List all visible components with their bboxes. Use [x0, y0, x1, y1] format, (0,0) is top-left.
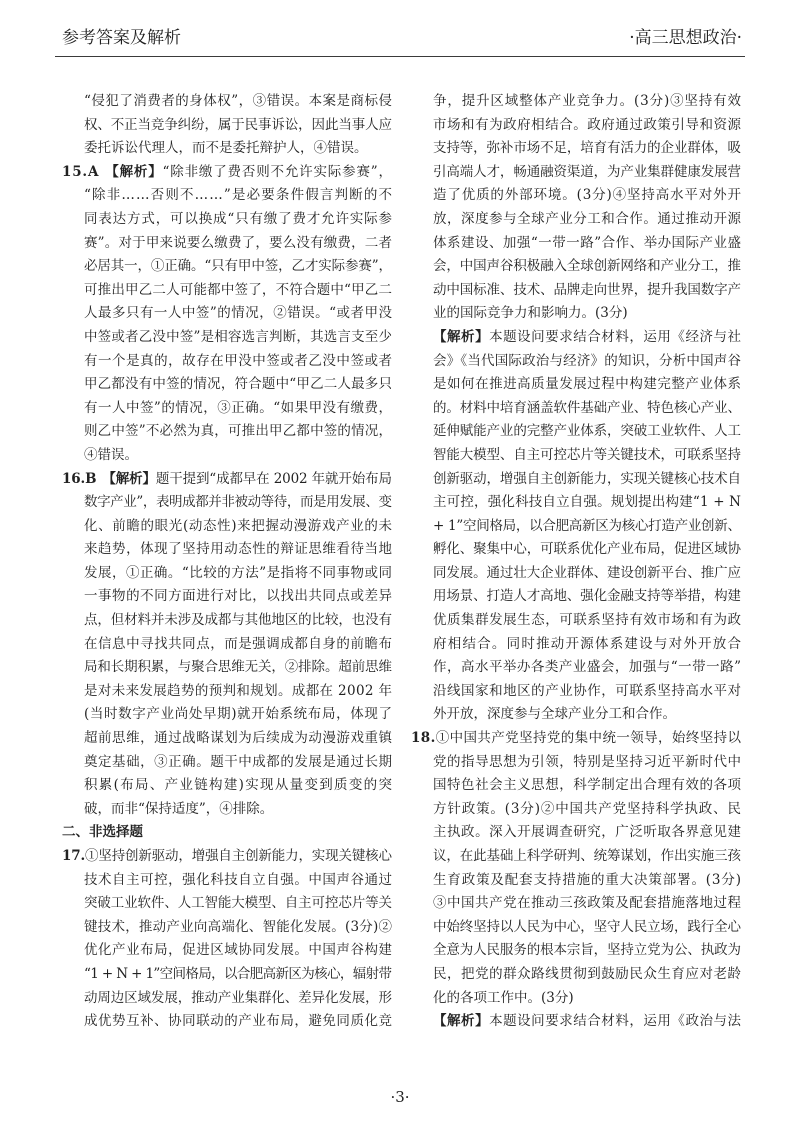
text-line: [411, 963, 741, 987]
text-line: [62, 869, 392, 893]
text-line: [411, 798, 741, 822]
line-content: [84, 727, 393, 751]
text-line: [62, 562, 392, 586]
line-content: [433, 845, 741, 869]
line-text: “除非……否则不……”是必要条件假言判断的不: [84, 187, 394, 204]
text-line: [411, 562, 741, 586]
line-content: [433, 798, 742, 822]
text-line: [62, 279, 392, 303]
line-text: 来趋势，体现了坚持用动态性的辩证思维看待当地: [84, 541, 393, 558]
line-text: 中始终坚持以人民为中心，坚守人民立场，践行全心: [433, 918, 741, 935]
line-text: 智能大模型、自主可控芯片等关键技术，可联系坚持: [433, 446, 741, 463]
line-text: 生育政策及配套支持措施的重大决策部署。(3分): [433, 871, 742, 888]
text-line: [62, 397, 392, 421]
line-text: 优质集群发展生态，可联系坚持有效市场和有为政: [433, 612, 742, 629]
line-content: [433, 350, 741, 374]
text-line: [62, 609, 392, 633]
line-text: “除非缴了费否则不允许实际参赛”，: [162, 163, 393, 180]
line-text: 国特色社会主义思想，科学制定出合理有效的各项: [433, 777, 742, 794]
line-text: 则乙中签”不必然为真，可推出甲乙都中签的情况，: [84, 423, 393, 440]
text-line: [62, 137, 392, 161]
line-content: [433, 397, 741, 421]
line-text: 作，高水平举办各类产业盛会，加强与“一带一路”: [433, 659, 742, 676]
line-content: [84, 491, 392, 515]
line-content: [84, 350, 393, 374]
line-content: [433, 420, 741, 444]
line-text: 可推出甲乙二人可能都中签了，不符合题中“甲乙二: [84, 281, 393, 298]
line-content: [84, 703, 393, 727]
text-line: [411, 302, 741, 326]
text-line: [62, 90, 392, 114]
answer-item-18: [411, 727, 741, 1010]
text-line: [62, 703, 392, 727]
line-content: [84, 585, 393, 609]
line-text: 主执政。深入开展调查研究，广泛听取各界意见建: [433, 824, 742, 841]
line-text: 委托诉讼代理人，而不是委托辩护人，④错误。: [84, 140, 368, 157]
line-content: [84, 279, 392, 303]
line-content: [84, 232, 392, 256]
text-line: [411, 420, 741, 444]
line-content: [84, 939, 393, 963]
text-line: [62, 444, 392, 468]
line-content: [433, 892, 742, 916]
text-line: [411, 892, 741, 916]
text-line: [62, 821, 392, 845]
page-number: ·3·: [390, 1088, 410, 1106]
line-text: 在信息中寻找共同点，而是强调成都自身的前瞻布: [84, 635, 393, 652]
text-line: [411, 633, 741, 657]
line-text: 技术自主可控，强化科技自立自强。中国声谷通过: [84, 871, 393, 888]
text-line: [411, 184, 741, 208]
line-text: ①坚持创新驱动，增强自主创新能力，实现关键核心: [85, 848, 392, 864]
line-content: [433, 444, 741, 468]
line-text: 题干提到“成都早在 2002 年就开始布局: [155, 470, 392, 487]
line-content: [433, 774, 742, 798]
line-content: [84, 90, 392, 114]
text-line: [62, 420, 392, 444]
text-line: [62, 680, 392, 704]
text-line: [62, 232, 392, 256]
line-text: 键技术，推动产业向高端化、智能化发展。(3分)②: [84, 918, 393, 935]
line-text: ①中国共产党坚持党的集中统一领导，始终坚持以: [435, 730, 742, 747]
line-text: 优化产业布局，促进区域协同发展。中国声谷构建: [84, 942, 393, 959]
line-content: [84, 137, 368, 161]
line-text: 创新驱动，增强自主创新能力，实现关键核心技术自: [433, 470, 741, 487]
text-line: [62, 987, 392, 1011]
text-line: [62, 633, 392, 657]
text-line: [411, 703, 741, 727]
analysis-paragraph: [411, 1010, 741, 1034]
text-line: [411, 821, 741, 845]
text-line: [411, 232, 741, 256]
text-line: [411, 609, 741, 633]
line-content: [84, 114, 392, 138]
answer-item-15: [62, 161, 392, 468]
line-content: [411, 727, 741, 751]
text-line: [62, 1010, 392, 1034]
line-content: [84, 373, 392, 397]
line-text: 同发展。通过壮大企业群体、建设创新平台、推广应: [433, 564, 741, 581]
line-content: [84, 774, 393, 798]
header-subject-title: ·高三思想政治·: [629, 28, 742, 48]
item-number: 18.: [411, 730, 436, 747]
text-line: [62, 774, 392, 798]
line-content: [84, 184, 393, 208]
line-text: 化、前瞻的眼光(动态性)来把握动漫游戏产业的未: [84, 517, 393, 534]
line-text: 动周边区域发展，推动产业集群化、差异化发展，形: [84, 989, 392, 1006]
line-text: 全意为人民服务的根本宗旨，坚持立党为公、执政为: [433, 942, 741, 959]
line-text: ③中国共产党在推动三孩政策及配套措施落地过程: [433, 895, 742, 912]
line-text: + 1”空间格局，以合肥高新区为核心打造产业创新、: [433, 517, 741, 534]
line-content: [433, 468, 741, 492]
line-content: [62, 821, 143, 845]
line-content: [433, 137, 741, 161]
line-content: [84, 562, 392, 586]
line-text: 同表达方式，可以换成“只有缴了费才允许实际参: [84, 210, 393, 227]
line-content: [433, 208, 742, 232]
line-text: 造了优质的外部环境。(3分)④坚持高水平对外开: [433, 187, 742, 204]
analysis-tag: 【解析】: [433, 328, 490, 345]
header-left-title: 参考答案及解析: [62, 28, 181, 48]
line-content: [433, 373, 742, 397]
line-content: [84, 963, 391, 987]
line-content: [84, 538, 393, 562]
line-text: 破，而非“保持适度”，④排除。: [84, 800, 274, 817]
line-text: 奠定基础，③正确。题干中成都的发展是通过长期: [84, 753, 393, 770]
right-column: [411, 90, 741, 1034]
line-content: [84, 751, 393, 775]
header-rule: [55, 56, 745, 57]
line-content: [84, 987, 392, 1011]
line-text: 中签或者乙没中签”是相容选言判断，其选言支至少: [84, 328, 393, 345]
line-text: 发展，①正确。“比较的方法”是指将不同事物或同: [84, 564, 393, 581]
line-text: 党的指导思想为引领，特别是坚持习近平新时代中: [433, 753, 742, 770]
line-content: [84, 1010, 393, 1034]
text-line: [62, 302, 392, 326]
line-content: [433, 939, 741, 963]
line-content: [433, 279, 741, 303]
line-text: 民，把党的群众路线贯彻到鼓励民众生育应对老龄: [433, 965, 742, 982]
line-content: [84, 609, 392, 633]
section-heading: [62, 821, 392, 845]
text-line: [62, 491, 392, 515]
text-line: [411, 538, 741, 562]
text-line: [411, 987, 741, 1011]
line-content: [433, 633, 742, 657]
line-content: [433, 538, 741, 562]
line-content: [84, 444, 138, 468]
answer-continuation: [411, 90, 741, 326]
line-text: 是对未来发展趋势的预判和规划。成都在 2002 年: [84, 682, 393, 699]
line-content: [84, 916, 392, 940]
text-line: [411, 751, 741, 775]
text-line: [411, 468, 741, 492]
line-text: 延伸赋能产业的完整产业体系，突破工业软件、人工: [433, 423, 741, 440]
line-text: 积累(布局、产业链构建)实现从量变到质变的突: [84, 777, 394, 794]
line-text: 超前思维，通过战略谋划为后续成为动漫游戏重镇: [84, 730, 393, 747]
line-text: 二、非选择题: [62, 824, 143, 841]
line-content: [433, 302, 628, 326]
line-content: [433, 703, 676, 727]
left-column: [62, 90, 392, 1034]
text-line: [62, 161, 392, 185]
text-line: [411, 585, 741, 609]
text-line: [62, 515, 392, 539]
text-line: [62, 845, 392, 869]
text-line: [62, 939, 392, 963]
analysis-tag: 【解析】: [102, 470, 156, 487]
text-line: [411, 916, 741, 940]
line-content: [433, 90, 742, 114]
text-line: [62, 585, 392, 609]
text-line: [62, 326, 392, 350]
line-text: 的。材料中培育涵盖软件基础产业、特色核心产业、: [433, 399, 741, 416]
text-line: [411, 845, 741, 869]
text-line: [411, 397, 741, 421]
line-content: [62, 845, 392, 869]
line-content: [433, 609, 742, 633]
line-content: [84, 302, 392, 326]
line-text: 体系建设、加强“一带一路”合作、举办国际产业盛: [433, 234, 742, 251]
line-content: [84, 798, 273, 822]
text-line: [62, 184, 392, 208]
analysis-paragraph: [411, 326, 741, 727]
text-line: [62, 208, 392, 232]
line-content: [433, 184, 742, 208]
text-line: [62, 538, 392, 562]
line-content: [433, 515, 741, 539]
text-line: [411, 350, 741, 374]
line-content: [84, 515, 393, 539]
text-line: [411, 373, 741, 397]
answer-item-16: [62, 468, 392, 822]
line-text: 会》《当代国际政治与经济》的知识，分析中国声谷: [433, 352, 742, 369]
line-content: [84, 680, 392, 704]
line-text: 本题设问要求结合材料，运用《经济与社: [489, 328, 742, 345]
answer-continuation: [62, 90, 392, 161]
text-line: [62, 656, 392, 680]
text-line: [411, 680, 741, 704]
text-line: [411, 869, 741, 893]
line-text: 府相结合。同时推动开源体系建设与对外开放合: [433, 635, 743, 652]
line-text: 动中国标准、技术、品牌走向世界，提升我国数字产: [433, 281, 741, 298]
line-text: 是如何在推进高质量发展过程中构建完整产业体系: [433, 376, 742, 393]
answer-item-17: [62, 845, 392, 1034]
line-text: 业的国际竞争力和影响力。(3分): [433, 305, 628, 322]
line-content: [433, 869, 742, 893]
text-line: [62, 892, 392, 916]
line-content: [84, 892, 392, 916]
line-text: 有一人中签”的情况，③正确。“如果甲没有缴费，: [84, 399, 393, 416]
text-line: [411, 326, 741, 350]
line-text: 甲乙都没有中签的情况，符合题中“甲乙二人最多只: [84, 376, 393, 393]
line-content: [433, 255, 741, 279]
text-line: [411, 1010, 741, 1034]
text-line: [62, 798, 392, 822]
analysis-tag: 【解析】: [433, 1013, 490, 1030]
text-line: [411, 137, 741, 161]
text-line: [411, 774, 741, 798]
line-content: [433, 326, 742, 350]
text-line: [62, 963, 392, 987]
line-text: 本题设问要求结合材料，运用《政治与法: [489, 1013, 742, 1030]
line-text: 用场景、打造人才高地、强化金融支持等举措，构建: [433, 588, 741, 605]
line-text: 数字产业”，表明成都并非被动等待，而是用发展、变: [84, 494, 392, 511]
line-content: [433, 656, 741, 680]
text-line: [411, 656, 741, 680]
line-content: [84, 656, 392, 680]
text-line: [411, 90, 741, 114]
line-content: [433, 562, 741, 586]
text-line: [411, 255, 741, 279]
line-content: [84, 397, 392, 421]
line-content: [84, 420, 392, 444]
line-text: “侵犯了消费者的身体权”，③错误。本案是商标侵: [84, 93, 393, 109]
line-content: [433, 963, 742, 987]
line-text: “1 + N + 1”空间格局，以合肥高新区为核心，辐射带: [84, 965, 392, 982]
text-line: [62, 916, 392, 940]
line-content: [433, 751, 742, 775]
text-line: [62, 751, 392, 775]
line-content: [84, 869, 393, 893]
line-text: 方针政策。(3分)②中国共产党坚持科学执政、民: [433, 800, 742, 817]
line-content: [433, 916, 741, 940]
text-line: [62, 727, 392, 751]
line-content: [62, 468, 392, 492]
item-number: 17.: [62, 848, 86, 864]
line-content: [433, 1010, 742, 1034]
line-content: [433, 161, 741, 185]
line-text: 沿线国家和地区的产业协作，可联系坚持高水平对: [433, 682, 742, 699]
line-text: 赛”。对于甲来说要么缴费了，要么没有缴费，二者: [84, 234, 393, 251]
line-text: ④错误。: [84, 446, 138, 463]
line-text: 争，提升区域整体产业竞争力。(3分)③坚持有效: [433, 93, 742, 109]
line-content: [433, 232, 741, 256]
text-line: [62, 114, 392, 138]
line-text: 突破工业软件、人工智能大模型、自主可控芯片等关: [84, 895, 392, 912]
line-content: [433, 491, 741, 515]
line-text: 放，深度参与全球产业分工和合作。通过推动开源: [433, 210, 742, 227]
line-text: (当时数字产业尚处早期)就开始系统布局，体现了: [84, 706, 393, 723]
line-text: 一事物的不同方面进行对比，以找出共同点或差异: [84, 588, 393, 605]
text-line: [62, 255, 392, 279]
line-content: [84, 255, 392, 279]
line-content: [84, 208, 393, 232]
text-line: [411, 114, 741, 138]
line-content: [433, 680, 742, 704]
line-content: [433, 987, 574, 1011]
line-text: 人最多只有一人中签”的情况，②错误。“或者甲没: [84, 305, 393, 322]
line-text: 有一个是真的，故存在甲没中签或者乙没中签或者: [84, 352, 393, 369]
item-number: 16.B: [62, 470, 97, 487]
line-content: [433, 821, 742, 845]
line-content: [62, 161, 393, 185]
line-text: 支持等，弥补市场不足，培育有活力的企业群体，吸: [433, 140, 741, 157]
text-line: [62, 350, 392, 374]
text-line: [411, 444, 741, 468]
text-line: [411, 727, 741, 751]
line-text: 权、不正当竞争纠纷，属于民事诉讼，因此当事人应: [84, 116, 392, 133]
item-number: 15.A: [62, 163, 100, 180]
text-line: [411, 515, 741, 539]
line-text: 市场和有为政府相结合。政府通过政策引导和资源: [433, 116, 742, 133]
analysis-tag: 【解析】: [105, 163, 163, 180]
text-line: [411, 491, 741, 515]
line-text: 主可控，强化科技自立自强。规划提出构建“1 + N: [433, 494, 742, 511]
text-line: [411, 279, 741, 303]
line-text: 议，在此基础上科学研判、统筹谋划，作出实施三孩: [433, 848, 741, 864]
line-content: [433, 114, 742, 138]
line-content: [84, 633, 393, 657]
line-text: 引高端人才，畅通融资渠道，为产业集群健康发展营: [433, 163, 741, 180]
line-text: 点，但材料并未涉及成都与其他地区的比较，也没有: [84, 612, 392, 629]
line-content: [433, 585, 741, 609]
text-line: [62, 373, 392, 397]
text-line: [411, 161, 741, 185]
line-text: 必居其一，①正确。“只有甲中签，乙才实际参赛”，: [84, 258, 392, 275]
line-text: 外开放，深度参与全球产业分工和合作。: [433, 706, 676, 723]
line-text: 化的各项工作中。(3分): [433, 989, 574, 1006]
line-content: [84, 326, 392, 350]
line-text: 局和长期积累，与聚合思维无关，②排除。超前思维: [84, 659, 392, 676]
line-text: 孵化、聚集中心，可联系优化产业布局，促进区域协: [433, 541, 741, 558]
text-line: [411, 939, 741, 963]
line-text: 会，中国声谷积极融入全球创新网络和产业分工，推: [433, 258, 741, 275]
text-line: [62, 468, 392, 492]
text-line: [411, 208, 741, 232]
line-text: 成优势互补、协同联动的产业布局，避免同质化竞: [84, 1013, 393, 1030]
